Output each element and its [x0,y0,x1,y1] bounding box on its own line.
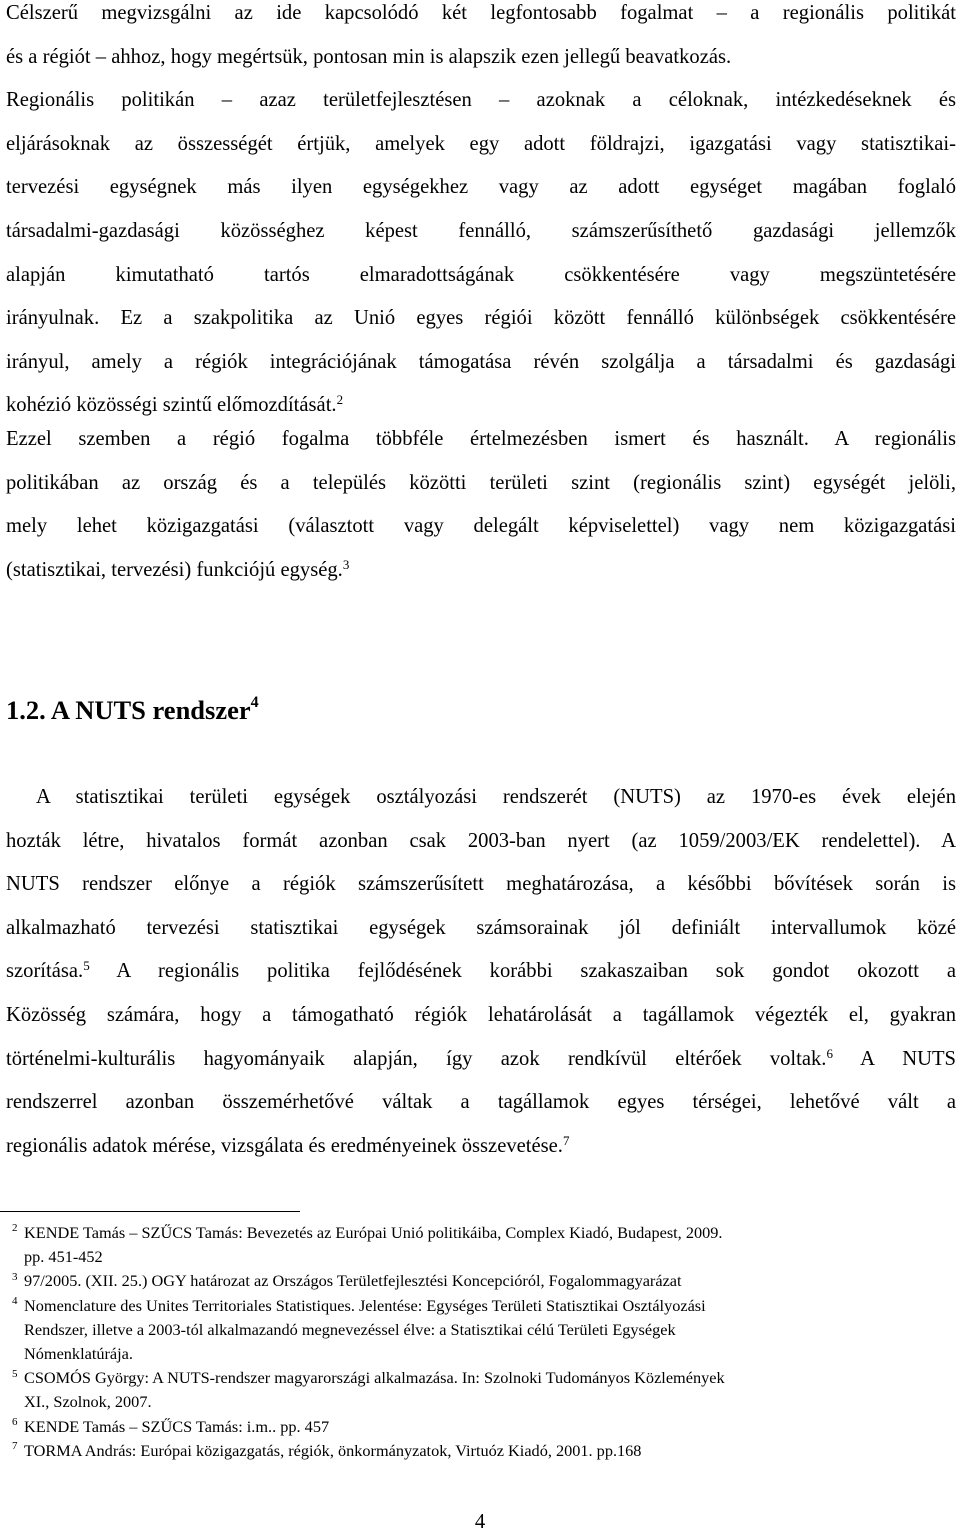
text-line: tervezési egységnek más ilyen egységekhez vagy az adott egységet magában foglaló [6,176,956,199]
text-line [6,1125,956,1169]
text-line: alapján kimutatható tartós elmaradottságának csökkentésére vagy megszüntetésére [6,263,956,286]
text-line [6,1038,956,1082]
paragraph-intro [6,0,956,428]
text-fragment: (statisztikai, tervezési) funkciójú egység. [6,558,343,581]
text-fragment: A NUTS [832,1047,956,1070]
footnote-4-continuation [0,1318,950,1342]
heading-text: 1.2. A NUTS rendszer [6,695,251,725]
footnote-text: Rendszer, illetve a 2003-tól alkalmazandó megnevezéssel élve: a Statisztikai célú Területi Egységek [24,1319,676,1339]
text-line: rendszerrel azonban összemérhetővé váltak a tagállamok egyes térségei, lehetővé vált a [6,1091,956,1114]
text-fragment: szorítása. [6,960,84,983]
text-fragment: történelmi-kulturális hagyományaik alapján, így azok rendkívül eltérőek voltak. [6,1047,827,1070]
footnote-reference[interactable]: 6 [826,1045,833,1061]
footnote-text: Nómenklatúrája. [24,1344,133,1364]
text-line: NUTS rendszer előnye a régiók számszerűsített meghatározása, a későbbi bővítések során is [6,873,956,896]
footnote-reference[interactable]: 2 [336,392,344,408]
text-fragment: A regionális politika fejlődésének korábbi szakaszaiban sok gondot okozott a [89,960,956,983]
footnote-text: XI., Szolnok, 2007. [24,1392,152,1412]
footnotes [0,1221,950,1463]
footnote-4-continuation [0,1342,950,1366]
text-line: irányul, amely a régiók integrációjának támogatása révén szolgálja a társadalmi és gazdasági [6,350,956,373]
footnote-text: KENDE Tamás – SZŰCS Tamás: i.m.. pp. 457 [24,1416,330,1436]
footnote-text: Nomenclature des Unites Territoriales Statistiques. Jelentése: Egységes Területi Statisztikai Osztályozási [24,1295,706,1315]
text-line: és a régiót – ahhoz, hogy megértsük, pontosan min is alapszik ezen jellegű beavatkozás. [6,45,732,68]
footnote-5-continuation [0,1390,950,1414]
footnote-reference[interactable]: 4 [250,694,259,711]
text-line: mely lehet közigazgatási (választott vagy delegált képviselettel) vagy nem közigazgatási [6,515,956,538]
page-number: 4 [474,1511,486,1533]
text-fragment: regionális adatok mérése, vizsgálata és eredményeinek összevetése. [6,1134,563,1157]
text-line [6,549,956,593]
footnote-separator [0,1211,300,1212]
footnote-6: $^6$ KENDE Tamás – SZŰCS Tamás: i.m.. pp. 457 [12,1416,330,1436]
footnote-text: TORMA András: Európai közigazgatás, régiók, önkormányzatok, Virtuóz Kiadó, 2001. pp.168 [24,1440,642,1460]
text-line: alkalmazható tervezési statisztikai egységek számsorainak jól definiált intervallumok közé [6,916,956,939]
paragraph-nuts [6,776,956,1168]
text-fragment: kohézió közösségi szintű előmozdítását. [6,394,337,417]
text-line: A statisztikai területi egységek osztályozási rendszerét (NUTS) az 1970-es évek elején [36,786,956,808]
footnote-7: $^7$ TORMA András: Európai közigazgatás, régiók, önkormányzatok, Virtuóz Kiadó, 2001. pp.168 [12,1440,642,1460]
footnote-3: $^3$ 97/2005. (XII. 25.) OGY határozat az Országos Területfejlesztési Koncepcióról, Fogalommagyarázat [12,1270,682,1291]
footnote-text: 97/2005. (XII. 25.) OGY határozat az Országos Területfejlesztési Koncepcióról, Fogalommagyarázat [24,1271,682,1291]
text-line [6,950,956,994]
text-line: társadalmi-gazdasági közösséghez képest fennálló, számszerűsíthető gazdasági jellemzők [6,219,956,242]
text-line: Ezzel szemben a régió fogalma többféle értelmezésben ismert és használt. A regionális [6,428,956,450]
text-line: eljárásoknak az összességét értjük, amelyek egy adott földrajzi, igazgatási vagy statisztikai- [6,132,956,155]
text-line: politikában az ország és a település közötti területi szint (regionális szint) egységét jelöli, [6,471,956,494]
text-line: hozták létre, hivatalos formát azonban csak 2003-ban nyert (az 1059/2003/EK rendelettel). A [6,829,956,852]
footnote-text: KENDE Tamás – SZŰCS Tamás: Bevezetés az Európai Unió politikáiba, Complex Kiadó, Budapest, 2009. [24,1223,723,1242]
footnote-5: $^5$ CSOMÓS György: A NUTS-rendszer magyarországi alkalmazása. In: Szolnoki Tudományos Közlemények [12,1367,725,1388]
footnote-reference[interactable]: 3 [342,556,350,572]
text-line: Célszerű megvizsgálni az ide kapcsolódó két legfontosabb fogalmat – a regionális politikát [6,2,956,24]
paragraph-regio [6,418,956,592]
footnote-text: CSOMÓS György: A NUTS-rendszer magyarországi alkalmazása. In: Szolnoki Tudományos Közlemények [24,1368,725,1388]
text-line: Regionális politikán – azaz területfejlesztésen – azoknak a céloknak, intézkedéseknek és [6,89,956,112]
text-line: Közösség számára, hogy a támogatható régiók lehatárolását a tagállamok végezték el, gyakran [6,1003,956,1026]
footnote-reference[interactable]: 5 [83,958,90,974]
footnote-text: pp. 451-452 [24,1247,103,1267]
footnote-2-continuation [0,1245,950,1269]
section-heading [6,690,259,730]
text-line: irányulnak. Ez a szakpolitika az Unió egyes régiói között fennálló különbségek csökkentésére [6,307,956,330]
footnote-reference[interactable]: 7 [562,1132,570,1148]
footnote-4: $^4$ Nomenclature des Unites Territoriales Statistiques. Jelentése: Egységes Területi Statisztikai Osztályozási [12,1295,706,1315]
footnote-2: $^2$ KENDE Tamás – SZŰCS Tamás: Bevezetés az Európai Unió politikáiba, Complex Kiadó, Budapest, 2009. [12,1222,723,1242]
